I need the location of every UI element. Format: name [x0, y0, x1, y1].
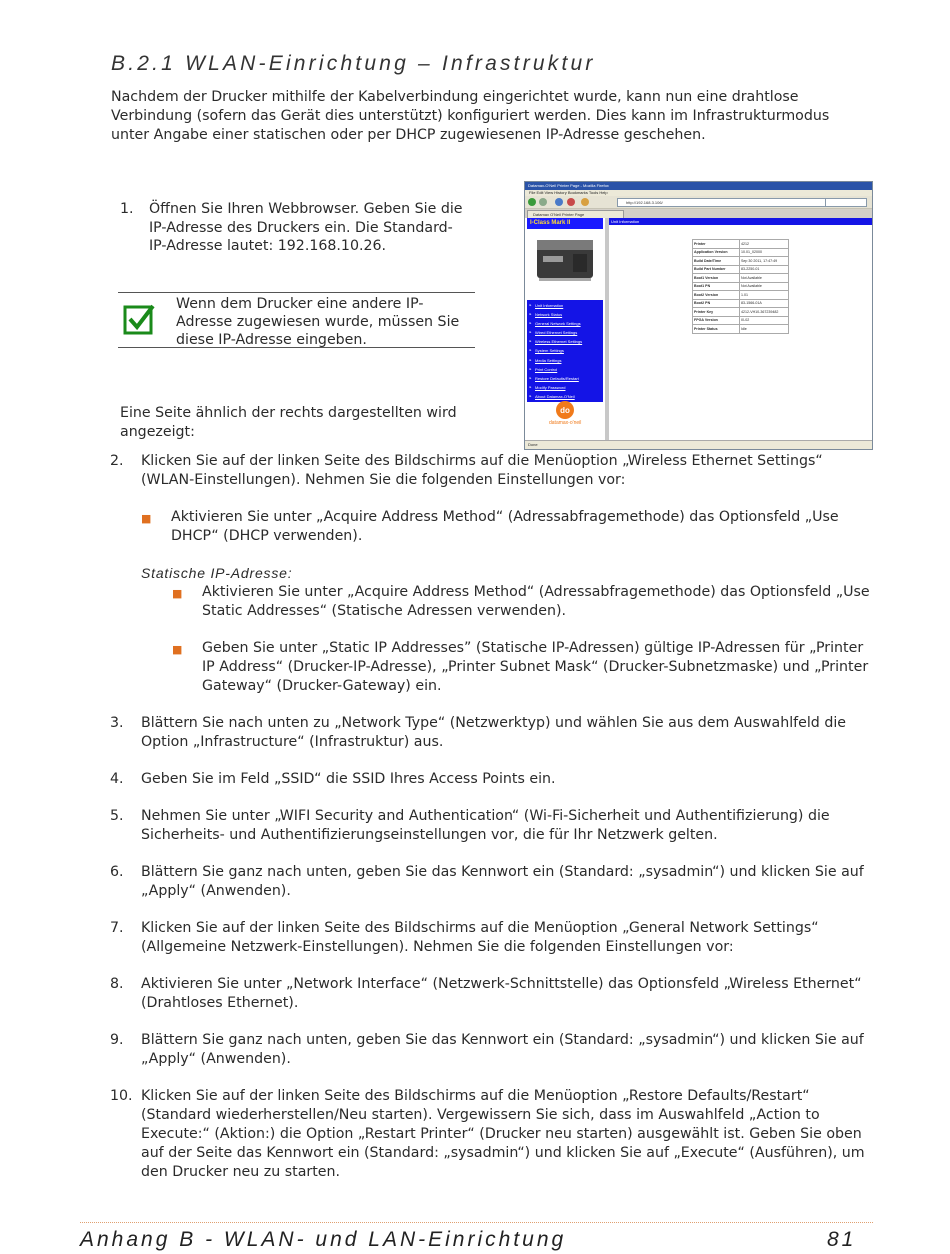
info-value: 83-2250-01 — [740, 265, 789, 274]
step-item — [110, 1087, 880, 1182]
nav-unit-information: ► Unit Information — [527, 301, 603, 310]
step-number: 1. — [120, 201, 134, 217]
nav-wireless-ethernet-settings: ► Wireless Ethernet Settings — [527, 337, 603, 346]
bullet-item — [172, 583, 880, 621]
step-text: Klicken Sie auf der linken Seite des Bildschirms auf die Menüoption „Restore Defaults/Restart“ (Standard wiederherstellen/Neu starten). Vergewissern Sie sich, dass im Auswahlfeld „Action to Execute:“ (Aktion:) die Option „Restart Printer“ (Drucker neu starten) ausgewählt ist. Geben Sie oben auf der Seite das Kennwort ein (Standard: „sysadmin“) und klicken Sie auf „Execute“ (Ausführen), um den Drucker neu zu starten. — [141, 1088, 865, 1180]
footer-title: Anhang B - WLAN- und LAN-Einrichtung — [80, 1228, 567, 1251]
search-box — [825, 198, 867, 207]
bullet-text: Geben Sie unter „Static IP Addresses” (Statische IP-Adressen) gültige IP-Adressen für „Printer IP Address“ (Drucker-IP-Adresse), „Printer Subnet Mask“ (Drucker-Subnetzmaske) und „Printer Gateway“ (Drucker-Gateway) ein. — [202, 640, 869, 694]
info-value: Not Available — [740, 282, 789, 291]
step-text: Blättern Sie ganz nach unten, geben Sie das Kennwort ein (Standard: „sysadmin“) und klicken Sie auf „Apply“ (Anwenden). — [141, 1032, 864, 1067]
bullet-text: Aktivieren Sie unter „Acquire Address Method“ (Adressabfragemethode) das Optionsfeld „Use Static Addresses“ (Statische Adressen verwenden). — [202, 584, 870, 619]
step-number: 2. — [110, 453, 124, 469]
step-item — [110, 714, 880, 752]
info-key: FPGA Version — [693, 316, 740, 325]
info-key: Printer Key — [693, 308, 740, 317]
info-value: 10.01_02000 — [740, 248, 789, 257]
info-panel — [609, 218, 872, 440]
table-row — [693, 299, 789, 308]
step-number: 6. — [110, 864, 124, 880]
browser-menu: File Edit View History Bookmarks Tools Help — [525, 190, 872, 196]
step-item — [110, 975, 880, 1013]
window-title: Datamax-O'Neil Printer Page - Mozilla Firefox — [525, 182, 872, 190]
browser-status: Done — [525, 440, 873, 449]
step-item — [110, 452, 880, 490]
table-row — [693, 265, 789, 274]
step-text: Geben Sie im Feld „SSID“ die SSID Ihres Access Points ein. — [141, 771, 556, 787]
info-value: Sep 30 2011, 17:47:49 — [740, 257, 789, 266]
nav-media-settings: ► Media Settings — [527, 356, 603, 365]
logo-text: datamax-o'neil — [549, 420, 582, 426]
step-number: 9. — [110, 1032, 124, 1048]
page-title: B.2.1 WLAN-Einrichtung – Infrastruktur — [111, 52, 596, 75]
step-item — [110, 863, 880, 901]
info-value: 1.01 — [740, 291, 789, 300]
step-item — [110, 770, 880, 789]
info-key: Application Version — [693, 248, 740, 257]
bullet-item — [172, 639, 880, 696]
table-row — [693, 282, 789, 291]
web-content — [525, 218, 872, 440]
step-item — [110, 919, 880, 957]
printer-image — [533, 234, 597, 282]
brand-banner: I-Class Mark II — [527, 218, 603, 229]
browser-toolbar — [525, 196, 872, 209]
page-number: 81 — [827, 1228, 857, 1251]
step-item — [110, 1031, 880, 1069]
footer-rule — [80, 1222, 873, 1223]
table-row — [693, 308, 789, 317]
bullet-item — [141, 508, 880, 546]
step-text: Blättern Sie nach unten zu „Network Type“ (Netzwerktyp) und wählen Sie aus dem Auswahlfeld die Option „Infrastructure“ (Infrastruktur) aus. — [141, 715, 847, 750]
step-number: 10. — [110, 1088, 133, 1104]
info-key: Boot1 PN — [693, 282, 740, 291]
info-value: I0-02 — [740, 316, 789, 325]
static-ip-label: Statische IP-Adresse: — [141, 565, 293, 581]
svg-text:do: do — [560, 406, 571, 415]
info-value: 4212-VH10-367239482 — [740, 308, 789, 317]
home-icon — [581, 198, 589, 206]
info-key: Build Date/Time — [693, 257, 740, 266]
step-1 — [120, 200, 470, 256]
step-number: 4. — [110, 771, 124, 787]
nav-general-network-settings: ► General Network Settings — [527, 319, 603, 328]
info-key: Printer Status — [693, 325, 740, 334]
nav-modify-password: ► Modify Password — [527, 383, 603, 392]
bullet-text: Aktivieren Sie unter „Acquire Address Method“ (Adressabfragemethode) das Optionsfeld „Use DHCP“ (DHCP verwenden). — [171, 509, 839, 544]
info-key: Printer — [693, 240, 740, 249]
table-row — [693, 274, 789, 283]
printer-sidenav — [527, 218, 603, 440]
bullet-icon: ■ — [172, 643, 183, 656]
nav-about: ► About Datamax-O'Neil — [527, 392, 603, 401]
stop-icon — [567, 198, 575, 206]
nav-print-control: ► Print Control — [527, 365, 603, 374]
intro-paragraph: Nachdem der Drucker mithilfe der Kabelverbindung eingerichtet wurde, kann nun eine drahtlose Verbindung (sofern das Gerät dies unterstützt) konfiguriert werden. Dies kann im Infrastrukturmodus unter Angabe einer statischen oder per DHCP zugewiesenen IP-Adresse geschehen. — [111, 89, 830, 143]
note-box — [118, 292, 475, 348]
nav-system-settings: ► System Settings — [527, 346, 603, 355]
info-key: Build Part Number — [693, 265, 740, 274]
step-number: 7. — [110, 920, 124, 936]
info-key: Boot2 PN — [693, 299, 740, 308]
datamax-logo — [549, 400, 581, 426]
info-value: 4212 — [740, 240, 789, 249]
browser-screenshot — [524, 181, 873, 450]
address-bar: http://192.168.3.106/ — [617, 198, 827, 207]
logo-icon — [555, 400, 575, 420]
browser-tab: Datamax O'Neil Printer Page — [527, 210, 624, 219]
step-number: 5. — [110, 808, 124, 824]
info-key: Boot1 Version — [693, 274, 740, 283]
section-title: Unit Information — [609, 218, 872, 225]
info-value: Idle — [740, 325, 789, 334]
unit-info-table — [692, 239, 789, 334]
step-text: Aktivieren Sie unter „Network Interface“ (Netzwerk-Schnittstelle) das Optionsfeld „Wireless Ethernet“ (Drahtloses Ethernet). — [141, 976, 862, 1011]
step-text: Klicken Sie auf der linken Seite des Bildschirms auf die Menüoption „General Network Settings“ (Allgemeine Netzwerk-Einstellungen). Nehmen Sie die folgenden Einstellungen vor: — [141, 920, 819, 955]
screenshot-caption: Eine Seite ähnlich der rechts dargestellten wird angezeigt: — [120, 405, 457, 440]
printer-menu — [527, 300, 603, 402]
step-item — [110, 807, 880, 845]
note-text: Wenn dem Drucker eine andere IP-Adresse zugewiesen wurde, müssen Sie diese IP-Adresse eingeben. — [176, 296, 460, 348]
table-row — [693, 325, 789, 334]
nav-network-status: ► Network Status — [527, 310, 603, 319]
bullet-icon: ■ — [172, 587, 183, 600]
reload-icon — [555, 198, 563, 206]
info-key: Boot2 Version — [693, 291, 740, 300]
checkmark-icon — [123, 303, 155, 335]
step-text: Öffnen Sie Ihren Webbrowser. Geben Sie die IP-Adresse des Druckers ein. Die Standard-IP-Adresse lautet: 192.168.10.26. — [149, 201, 463, 254]
table-row — [693, 257, 789, 266]
tab-bar — [525, 209, 872, 218]
table-row — [693, 240, 789, 249]
back-icon — [528, 198, 536, 206]
steps-list — [110, 452, 880, 1182]
info-value: 83-1566-01A — [740, 299, 789, 308]
bullet-icon: ■ — [141, 512, 152, 525]
step-text: Klicken Sie auf der linken Seite des Bildschirms auf die Menüoption „Wireless Ethernet Settings“ (WLAN-Einstellungen). Nehmen Sie die folgenden Einstellungen vor: — [141, 453, 823, 488]
table-row — [693, 316, 789, 325]
table-row — [693, 291, 789, 300]
nav-restore-defaults: ► Restore Defaults/Restart — [527, 374, 603, 383]
forward-icon — [539, 198, 547, 206]
step-number: 8. — [110, 976, 124, 992]
step-text: Nehmen Sie unter „WIFI Security and Authentication“ (Wi-Fi-Sicherheit und Authentifizierung) die Sicherheits- und Authentifizierungseinstellungen vor, die für Ihr Netzwerk gelten. — [141, 808, 830, 843]
info-value: Not Available — [740, 274, 789, 283]
step-number: 3. — [110, 715, 124, 731]
table-row — [693, 248, 789, 257]
nav-wired-ethernet-settings: ► Wired Ethernet Settings — [527, 328, 603, 337]
step-text: Blättern Sie ganz nach unten, geben Sie das Kennwort ein (Standard: „sysadmin“) und klicken Sie auf „Apply“ (Anwenden). — [141, 864, 864, 899]
